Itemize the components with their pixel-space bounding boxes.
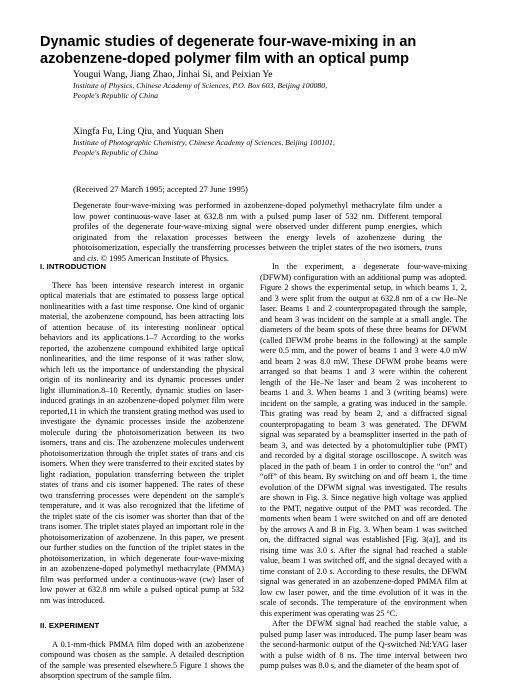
author-block-2 — [73, 127, 473, 158]
abstract-copyright: . © 1995 American Institute of Physics. — [96, 253, 229, 263]
abstract-term: trans — [424, 243, 442, 253]
left-column — [40, 262, 244, 682]
abstract-text: Degenerate four-wave-mixing was performed in azobenzene-doped polymethyl methacrylate film under a low power continuous-wave laser at 632.8 nm with a pulsed pump laser of 532 nm. Different temporal profiles of the degenerate four-wave-mixing signal were observed under different pump energies, which originated from the relaxation processes between the energy levels of azobenzene during the photoisomerization, especially the transferring processes between the triplet states of the two isomers, — [73, 201, 442, 253]
author-block-1 — [73, 70, 473, 101]
affiliation-line: Institute of Physics, Chinese Academy of Sciences, P.O. Box 603, Beijing 100080, — [73, 80, 328, 90]
abstract — [73, 201, 442, 265]
paper-title: Dynamic studies of degenerate four-wave-mixing in an azobenzene-doped polymer film with an optical pump — [40, 34, 417, 67]
received-dates: (Received 27 March 1995; accepted 27 June 1995) — [73, 184, 248, 194]
abstract-term: cis — [87, 253, 97, 263]
author-names: Xingfa Fu, Ling Qiu, and Yuquan Shen — [73, 126, 224, 137]
body-paragraph: After the DFWM signal had reached the stable value, a pulsed pump laser was introduced. The pump laser beam was the second-harmonic output of the Q-switched Nd:YAG laser with a pulse width of 8 ns. The time interval between two pump pulses was 8.0 s, and the diameter of the beam spot of — [260, 619, 467, 670]
body-paragraph: There has been intensive research interest in organic optical materials that are estimated to possess large optical nonlinearities with a fast time response. One kind of organic material, the azobenzene compound, has been attracting lots of attention because of its interesting nonlinear optical behaviors and its applications.1–7 According to the works reported, the azobenzene compound exhibited large optical nonlinearities, and the time response of it was rather slow, which left us the importance of understanding the physical origin of its nonlinearity and its dynamic processes under light illumination.8–10 Recently, dynamic studies on laser-induced gratings in an azobenzene-doped polymer film were reported,11 in which the transient grating method was used to investigate the dynamic processes inside the azobenzene molecule during the photoisomerization between its two isomers, trans and cis. The azobenzene molecules underwent photoisomerization through the triplet states of trans and cis isomers. When they were transferred to their excited states by light radiation, population transferring between the triplet states of trans and cis isomer happened. The rates of these two transferring processes were dependent on the sample's temperature, and it was also recognized that the lifetime of the triplet state of the cis isomer was shorter than that of the trans isomer. The triplet states played an important role in the photoisomerization of azobenzene. In this paper, we present our further studies on the function of the triplet states in the photoisomerization, in which degenerate four-wave-mixing in an azobenzene-doped polymethyl methacrylate (PMMA) film was performed under a continuous-wave (cw) laser of low power at 632.8 nm while a pulsed optical pump at 532 nm was introduced. — [40, 280, 244, 605]
abstract-conjunction: and — [73, 253, 86, 263]
body-paragraph: A 0.1-mm-thick PMMA film doped with an azobenzene compound was chosen as the sample. A detailed description of the sample was presented elsewhere.5 Figure 1 shows the absorption spectrum of the sample film. — [40, 639, 244, 680]
right-column — [260, 262, 467, 672]
affiliation-line: People's Republic of China — [73, 147, 159, 157]
body-paragraph: In the experiment, a degenerate four-wave-mixing (DFWM) configuration with an additional pump was adopted. Figure 2 shows the experimental setup, in which beams 1, 2, and 3 were split from the output at 632.8 nm of a cw He–Ne laser. Beams 1 and 2 counterpropagated through the sample, and beam 3 was incident on the sample at a small angle. The diameters of the beam spots of these three beams for DFWM (called DFWM probe beams in the following) at the sample were 0.5 mm, and the power of beams 1 and 3 were 4.0 mW and beam 2 was 8.0 mW. These DFWM probe beams were arranged so that beams 1 and 3 were within the coherent length of the He–Ne laser and beam 2 was incoherent to beams 1 and 3. When beams 1 and 3 (writing beams) were incident on the sample, a grating was induced in the sample. This grating was read by beam 2, and a diffracted signal counterpropagating to beam 3 was generated. The DFWM signal was separated by a beamsplitter inserted in the path of beam 3, and was detected by a photomultiplier tube (PMT) and recorded by a digital storage oscilloscope. A switch was placed in the path of beam 1 in order to control the “on” and “off” of this beam. By switching on and off beam 1, the time evolution of the DFWM signal was investigated. The results are shown in Fig. 3. Since negative high voltage was applied to the PMT, negative output of the PMT was recorded. The moments when beam 1 were switched on and off are denoted by the arrows A and B in Fig. 3. When beam 1 was switched on, the diffracted signal was established [Fig. 3(a)], and its rising time was 3.0 s. After the signal had reached a stable value, beam 1 was switched off, and the signal decayed with a time constant of 2.0 s. According to these results, the DFWM signal was generated in an azobenzene-doped PMMA film at low cw laser power, and the time evolution of it was in the scale of seconds. The temperature of the environment when this experiment was operating was 25 °C. — [260, 262, 467, 618]
author-names: Yougui Wang, Jiang Zhao, Jinhai Si, and Peixian Ye — [73, 69, 273, 80]
section-heading: I. INTRODUCTION — [40, 262, 107, 271]
affiliation-line: Institute of Photographic Chemistry, Chinese Academy of Sciences, Beijing 100101, — [73, 137, 335, 147]
section-heading: II. EXPERIMENT — [40, 621, 100, 630]
affiliation-line: People's Republic of China — [73, 90, 159, 100]
